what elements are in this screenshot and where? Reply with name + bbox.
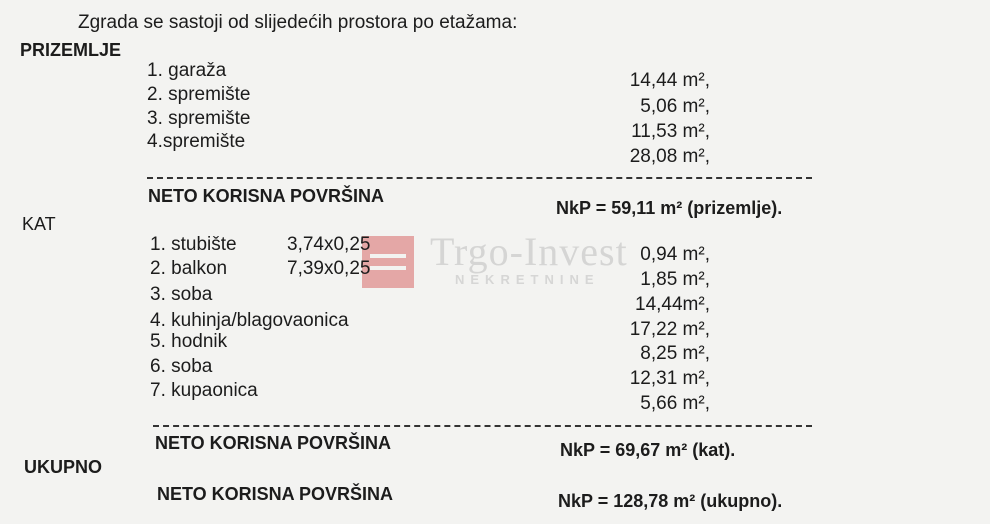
floor-item-name: 1. stubište xyxy=(150,234,237,255)
ground-item-name: 1. garaža xyxy=(147,60,227,81)
ground-item-area: 5,06 m², xyxy=(640,96,710,117)
total-net-value: NkP = 128,78 m² (ukupno). xyxy=(558,491,783,511)
ground-net-value: NkP = 59,11 m² (prizemlje). xyxy=(556,198,783,218)
ground-item-area: 28,08 m², xyxy=(629,146,710,167)
watermark-brand: Trgo-Invest xyxy=(430,229,628,274)
floor-item-area: 12,31 m², xyxy=(629,368,710,389)
section-heading-floor: KAT xyxy=(22,214,56,234)
floor-item-calc: 3,74x0,25 xyxy=(287,234,371,255)
floor-net-value: NkP = 69,67 m² (kat). xyxy=(560,440,736,460)
floor-item-name: 4. kuhinja/blagovaonica xyxy=(150,310,349,331)
floor-item-name: 7. kupaonica xyxy=(150,380,258,401)
floor-item-area: 1,85 m², xyxy=(640,269,710,290)
floor-item-name: 2. balkon xyxy=(150,258,228,279)
divider xyxy=(147,177,812,179)
watermark-subtitle: NEKRETNINE xyxy=(455,272,600,287)
section-heading-ground: PRIZEMLJE xyxy=(20,40,122,60)
floor-item-area: 5,66 m², xyxy=(640,393,710,414)
total-net-label: NETO KORISNA POVRŠINA xyxy=(157,484,394,504)
floor-item-area: 8,25 m², xyxy=(640,343,710,364)
floor-item-area: 17,22 m², xyxy=(629,319,710,340)
section-heading-total: UKUPNO xyxy=(24,457,103,477)
ground-net-label: NETO KORISNA POVRŠINA xyxy=(148,186,385,206)
ground-item-name: 4.spremište xyxy=(147,131,246,152)
floor-net-label: NETO KORISNA POVRŠINA xyxy=(155,433,392,453)
intro-text: Zgrada se sastoji od slijedećih prostora po etažama: xyxy=(78,12,518,33)
floor-item-area: 14,44m², xyxy=(635,294,710,315)
ground-item-name: 2. spremište xyxy=(147,84,251,105)
floor-item-name: 3. soba xyxy=(150,284,213,305)
floor-item-name: 5. hodnik xyxy=(150,331,228,352)
divider xyxy=(153,425,812,427)
ground-item-area: 11,53 m², xyxy=(631,121,710,142)
floor-item-calc: 7,39x0,25 xyxy=(287,258,371,279)
floor-item-area: 0,94 m², xyxy=(640,244,710,265)
ground-item-area: 14,44 m², xyxy=(629,70,710,91)
ground-item-name: 3. spremište xyxy=(147,108,251,129)
floor-item-name: 6. soba xyxy=(150,356,213,377)
